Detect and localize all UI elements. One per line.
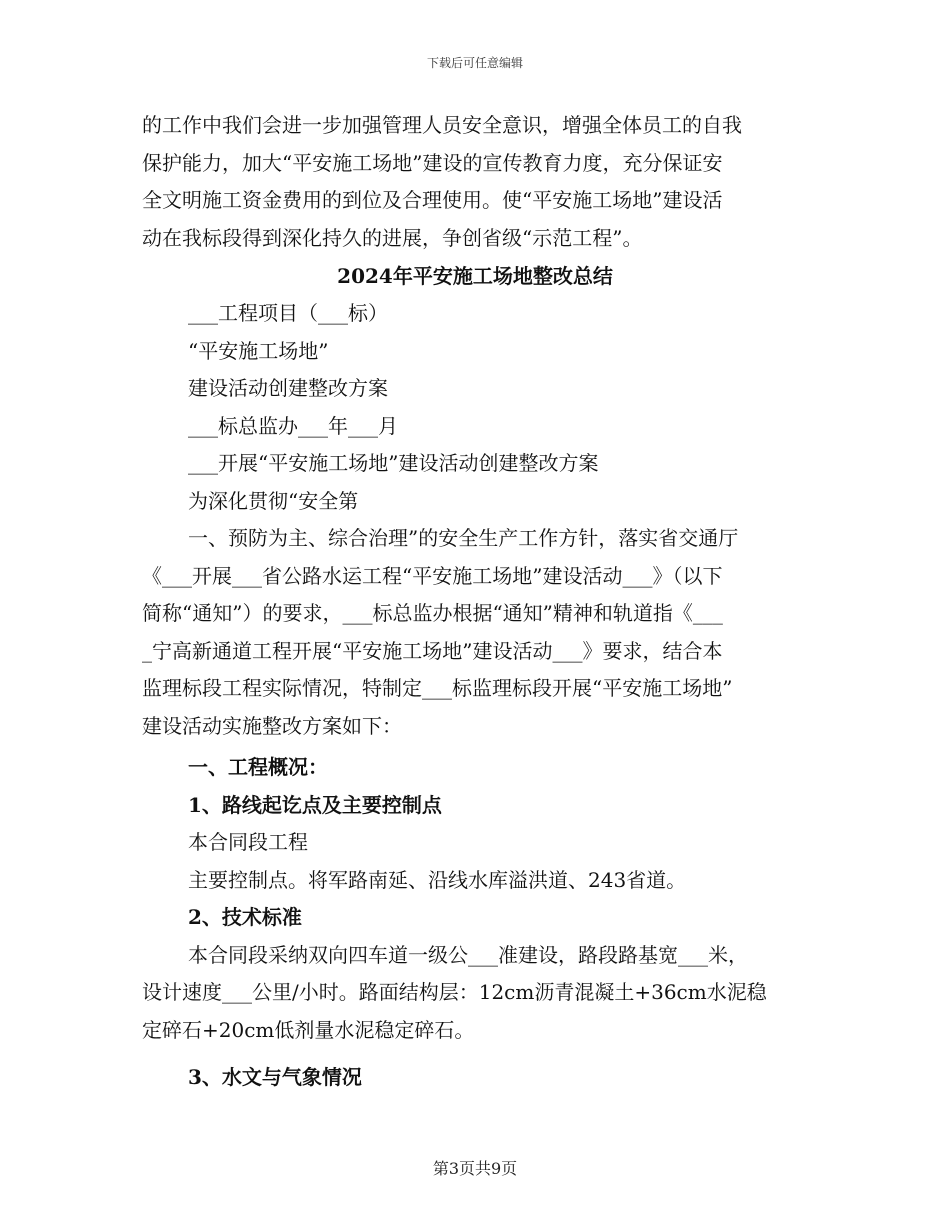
sub2-line-2: 设计速度___公里/小时。路面结构层：12cm沥青混凝土+36cm水泥稳: [142, 980, 767, 1004]
page-footer-number: 第3页共9页: [432, 1159, 518, 1178]
header-line-activity-name: “平安施工场地”: [188, 338, 329, 363]
header-line-plan-title: ___开展“平安施工场地”建设活动创建整改方案: [188, 451, 599, 475]
sub1-line-2: 主要控制点。将军路南延、沿线水库溢洪道、243省道。: [188, 867, 687, 892]
header-line-purpose: 为深化贯彻“安全第: [188, 488, 359, 513]
page-header-note: 下载后可任意编辑: [426, 56, 523, 70]
sub2-line-1: 本合同段采纳双向四车道一级公___准建设，路段路基宽___米，: [188, 942, 748, 967]
intro-line-4: 动在我标段得到深化持久的进展，争创省级“示范工程”。: [142, 225, 643, 250]
subsection-heading-technical-standard: 2、技术标准: [188, 905, 302, 929]
para1-line-6: 建设活动实施整改方案如下：: [142, 713, 402, 738]
intro-line-1: 的工作中我们会进一步加强管理人员安全意识，增强全体员工的自我: [142, 113, 742, 137]
subsection-heading-route-control-points: 1、路线起讫点及主要控制点: [188, 792, 442, 817]
subsection-heading-hydrology-weather: 3、水文与气象情况: [188, 1065, 362, 1089]
header-line-project: ___工程项目（___标）: [188, 301, 388, 325]
para1-line-3: 简称“通知”）的要求，___标总监办根据“通知”精神和轨道指《___: [142, 601, 723, 625]
header-line-plan-name: 建设活动创建整改方案: [188, 376, 388, 400]
para1-line-2: 《___开展___省公路水运工程“平安施工场地”建设活动___》（以下: [142, 563, 723, 588]
para1-line-1: 一、预防为主、综合治理”的安全生产工作方针，落实省交通厅: [188, 526, 739, 550]
header-line-office-date: ___标总监办___年___月: [188, 413, 398, 438]
sub1-line-1: 本合同段工程: [188, 830, 308, 854]
intro-line-2: 保护能力，加大“平安施工场地”建设的宣传教育力度，充分保证安: [142, 150, 723, 175]
document-body: [142, 107, 808, 1097]
document-title: 2024年平安施工场地整改总结: [337, 264, 613, 288]
para1-line-5: 监理标段工程实际情况，特制定___标监理标段开展“平安施工场地”: [142, 676, 733, 700]
sub2-line-3: 定碎石+20cm低剂量水泥稳定碎石。: [142, 1017, 475, 1042]
intro-line-3: 全文明施工资金费用的到位及合理使用。使“平安施工场地”建设活: [142, 188, 723, 212]
para1-line-4: _宁高新通道工程开展“平安施工场地”建设活动___》要求，结合本: [142, 638, 723, 663]
section-heading-project-overview: 一、工程概况：: [188, 755, 328, 779]
